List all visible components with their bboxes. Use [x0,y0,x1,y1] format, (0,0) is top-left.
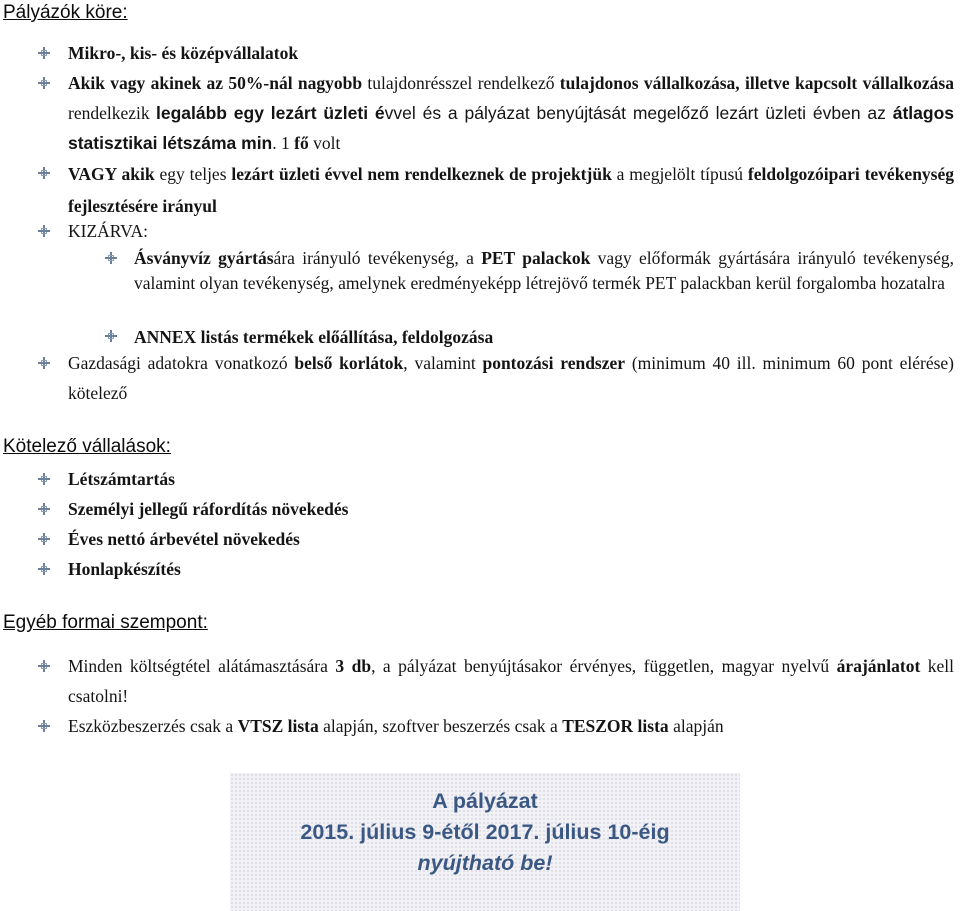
plus-bullet-icon [38,533,50,545]
heading-palyazok-kore: Pályázók köre: [3,2,128,23]
list-item-quotes: Minden költségtétel alátámasztására 3 db, a pályázat benyújtásakor érvényes, független, magyar nyelvű árajánlatot kell csatolni! [68,651,954,711]
plus-bullet-icon [38,167,50,179]
banner-line-title: A pályázat [432,789,538,813]
sub-item-annex: ANNEX listás termékek előállítása, feldolgozása [134,323,954,351]
list-item-personnel-cost: Személyi jellegű ráfordítás növekedés [68,494,954,524]
list-item-economic-limits: Gazdasági adatokra vonatkozó belső korlátok, valamint pontozási rendszer (minimum 40 ill. minimum 60 pont elérése) kötelező [68,348,954,408]
heading-egyeb-formai-szempont: Egyéb formai szempont: [3,612,208,633]
plus-bullet-icon [38,357,50,369]
list-item-company-size: Mikro-, kis- és középvállalatok [68,38,954,68]
list-item-no-closed-year: VAGY akik egy teljes lezárt üzleti évvel nem rendelkeznek de projektjük a megjelölt típusú feldolgozóipari tevékenység fejlesztésére irányul [68,158,954,222]
plus-bullet-icon [105,252,117,264]
list-item-revenue: Éves nettó árbevétel növekedés [68,524,954,554]
sub-item-mineral-water: Ásványvíz gyártására irányuló tevékenység, a PET palackok vagy előformák gyártására irányuló tevékenység, valamint olyan tevékenység, amelynek eredményeképp létrejövő termék PET palackban kerül forgalomba hozatalra [134,246,954,296]
plus-bullet-icon [38,503,50,515]
plus-bullet-icon [38,473,50,485]
list-item-excluded: KIZÁRVA: [68,216,954,246]
list-item-ownership: Akik vagy akinek az 50%-nál nagyobb tulajdonrésszel rendelkező tulajdonos vállalkozása, illetve kapcsolt vállalkozása rendelkezik legalább egy lezárt üzleti évvel és a pályázat benyújtását megelőző lezárt üzleti évben az átlagos statisztikai létszáma min. 1 fő volt [68,68,954,158]
plus-bullet-icon [38,660,50,672]
banner-line-submit: nyújtható be! [417,851,553,875]
list-item-website: Honlapkészítés [68,554,954,584]
plus-bullet-icon [38,77,50,89]
plus-bullet-icon [38,47,50,59]
list-item-vtsz-teszor: Eszközbeszerzés csak a VTSZ lista alapján, szoftver beszerzés csak a TESZOR lista alapján [68,711,954,741]
deadline-banner [230,773,740,911]
plus-bullet-icon [38,225,50,237]
plus-bullet-icon [38,563,50,575]
plus-bullet-icon [38,720,50,732]
banner-line-dates: 2015. július 9-étől 2017. július 10-éig [300,820,670,844]
plus-bullet-icon [105,330,117,342]
heading-kotelezo-vallalasok: Kötelező vállalások: [3,436,171,457]
list-item-headcount: Létszámtartás [68,464,954,494]
